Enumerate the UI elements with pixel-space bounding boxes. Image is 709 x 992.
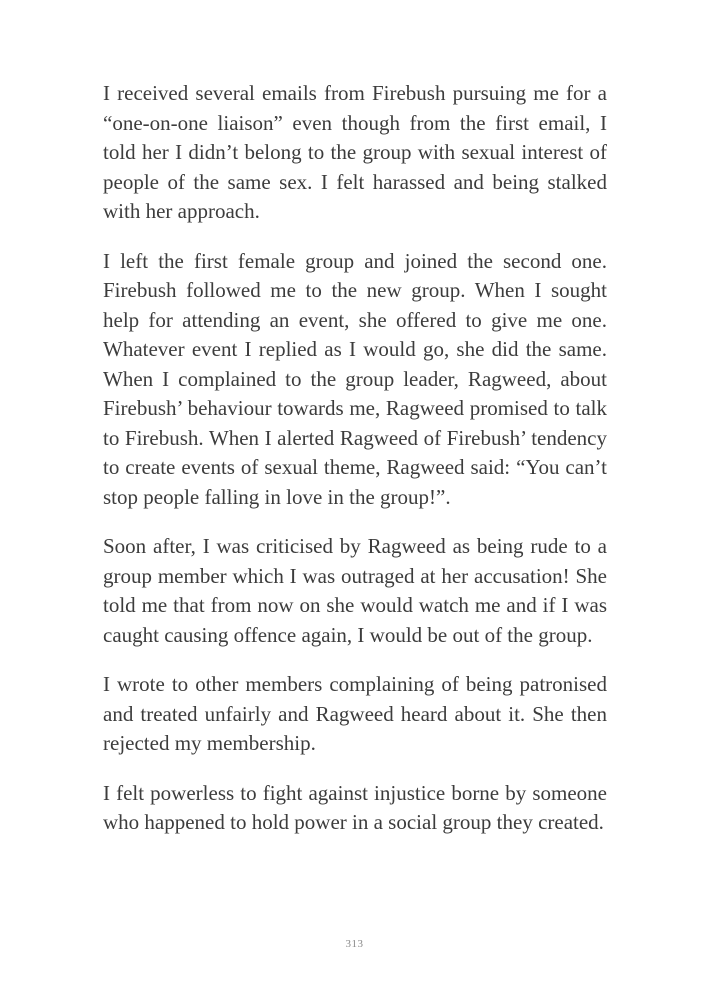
page-text bbox=[103, 79, 607, 838]
paragraph-5: I felt powerless to fight against injustice borne by someone who happened to hold power in a social group they created. bbox=[103, 780, 607, 834]
paragraph-1: I received several emails from Firebush pursuing me for a “one-on-one liaison” even though from the first email, I told her I didn’t belong to the group with sexual interest of people of the same sex. I felt harassed and being stalked with her approach. bbox=[103, 81, 607, 223]
page-number: 313 bbox=[345, 938, 364, 950]
paragraph-4: I wrote to other members complaining of being patronised and treated unfairly and Ragweed heard about it. She then rejected my membership. bbox=[103, 672, 607, 755]
paragraph-2: I left the first female group and joined the second one. Firebush followed me to the new group. When I sought help for attending an event, she offered to give me one. Whatever event I replied as I would go, she did the same. When I complained to the group leader, Ragweed, about Firebush’ behaviour towards me, Ragweed promised to talk to Firebush. When I alerted Ragweed of Firebush’ tendency to create events of sexual theme, Ragweed said: “You can’t stop people falling in love in the group!”. bbox=[103, 248, 607, 509]
paragraph-3: Soon after, I was criticised by Ragweed as being rude to a group member which I was outraged at her accusation! She told me that from now on she would watch me and if I was caught causing offence again, I would be out of the group. bbox=[103, 534, 607, 647]
